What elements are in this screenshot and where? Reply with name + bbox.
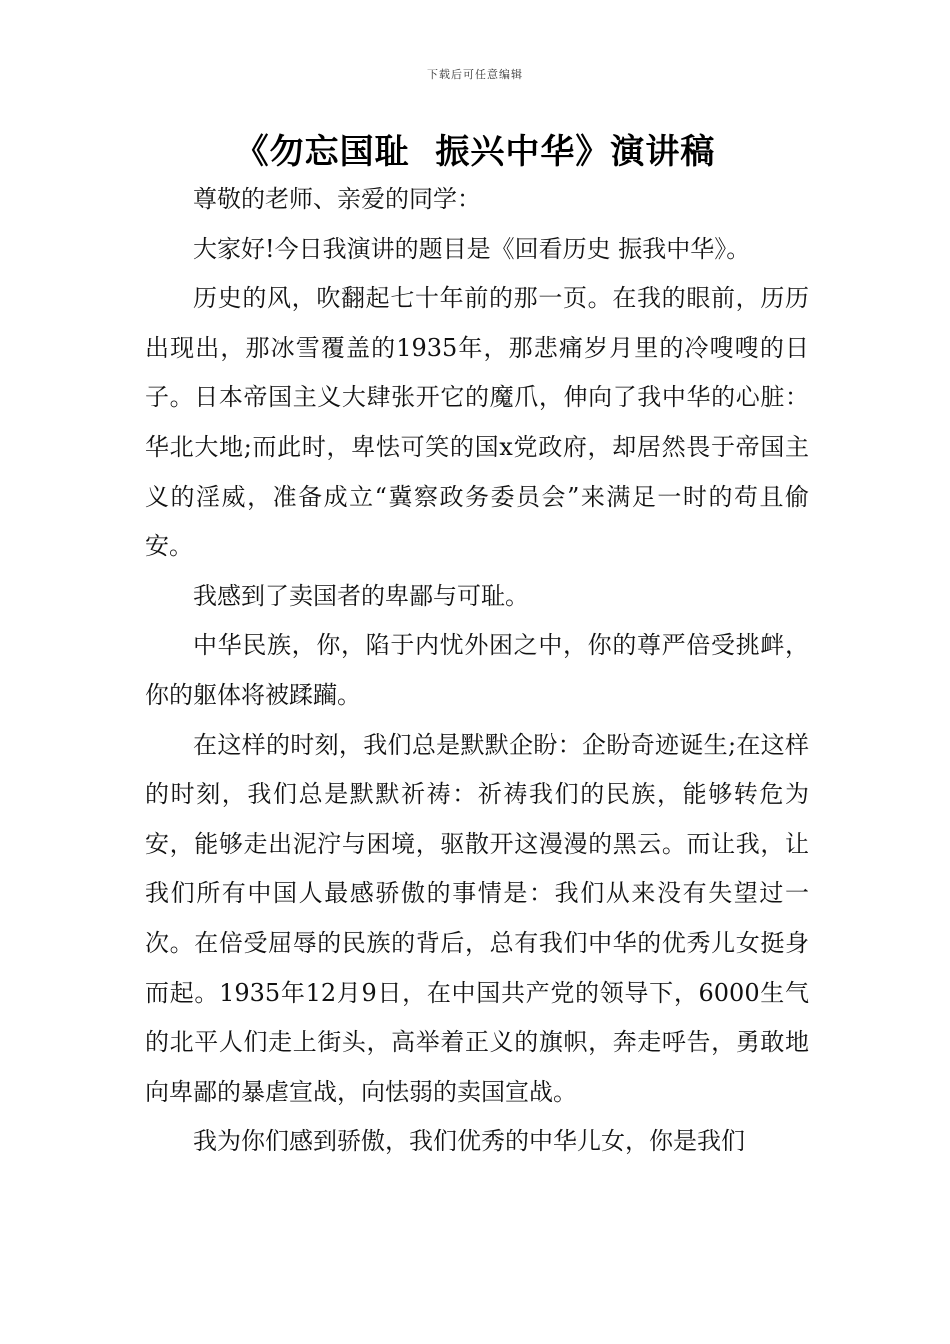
paragraph-nation: 中华民族，你，陷于内忧外困之中，你的尊严倍受挑衅，你的躯体将被蹂躏。	[145, 631, 809, 709]
paragraph-movement: 在这样的时刻，我们总是默默企盼：企盼奇迹诞生;在这样的时刻，我们总是默默祈祷：祈祷我们的民族，能够转危为安，能够走出泥泞与困境，驱散开这漫漫的黑云。而让我，让我们所有中国人最感骄傲的事情是：我们从来没有失望过一次。在倍受屈辱的民族的背后，总有我们中华的优秀儿女挺身而起。1935年12月9日，在中国共产党的领导下，6000生气的北平人们走上街头，高举着正义的旗帜，奔走呼告，勇敢地向卑鄙的暴虐宣战，向怯弱的卖国宣战。	[145, 730, 809, 1106]
speech-title: 《勿忘国耻 振兴中华》演讲稿	[234, 132, 716, 172]
header-note: 下载后可任意编辑	[427, 68, 523, 81]
paragraph-history: 历史的风，吹翻起七十年前的那一页。在我的眼前，历历出现出，那冰雪覆盖的1935年，那悲痛岁月里的冷嗖嗖的日子。日本帝国主义大肆张开它的魔爪，伸向了我中华的心脏：华北大地;而此时，卑怯可笑的国x党政府，却居然畏于帝国主义的淫威，准备成立“冀察政务委员会”来满足一时的苟且偷安。	[145, 284, 809, 561]
paragraph-greeting: 大家好!今日我演讲的题目是《回看历史 振我中华》。	[193, 234, 751, 263]
paragraph-shame: 我感到了卖国者的卑鄙与可耻。	[193, 581, 529, 610]
paragraph-pride: 我为你们感到骄傲，我们优秀的中华儿女，你是我们	[193, 1127, 745, 1156]
speech-body	[145, 175, 809, 1167]
paragraph-salutation: 尊敬的老师、亲爱的同学：	[193, 185, 481, 213]
